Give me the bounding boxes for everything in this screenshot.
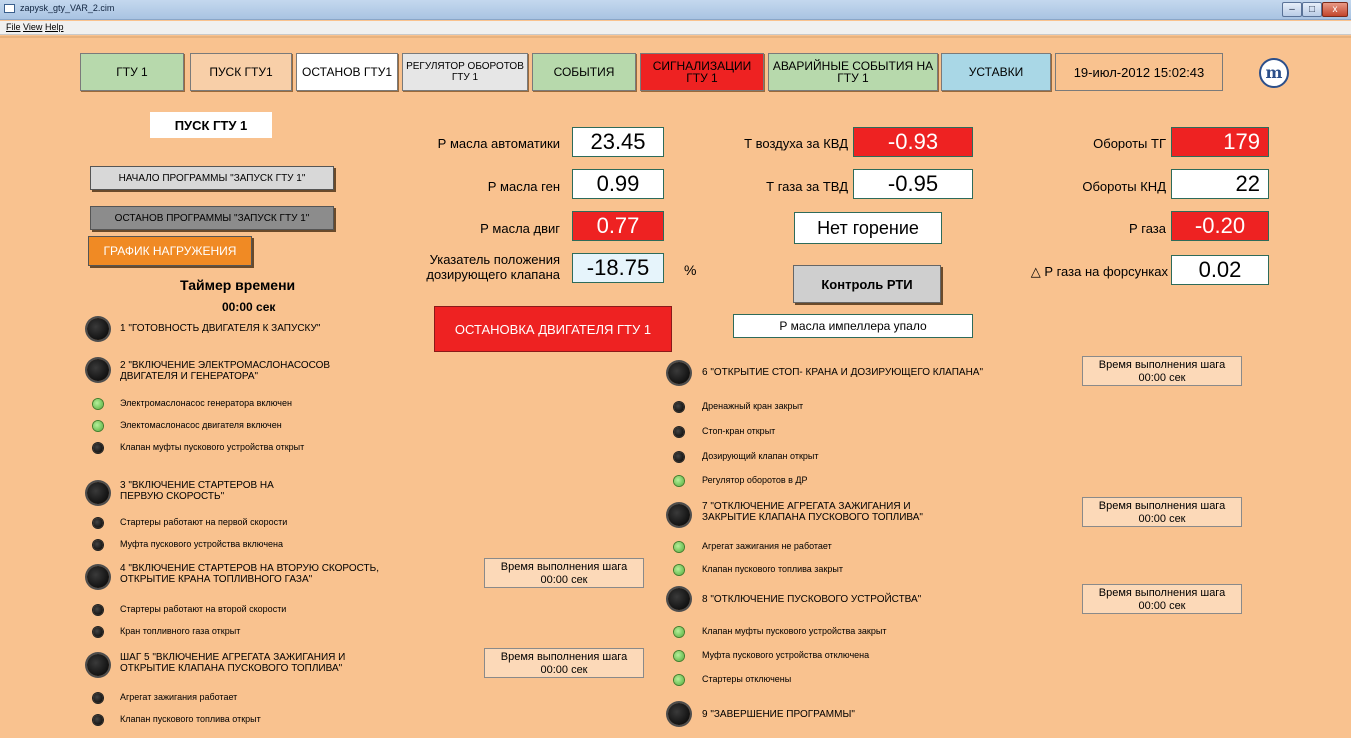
oil-engine-value: 0.77	[572, 211, 664, 241]
step-1-label: 1 "ГОТОВНОСТЬ ДВИГАТЕЛЯ К ЗАПУСКУ"	[120, 323, 321, 334]
item-drain-valve-led	[674, 402, 684, 412]
program-start-button[interactable]: НАЧАЛО ПРОГРАММЫ "ЗАПУСК ГТУ 1"	[90, 166, 334, 190]
rpm-tg-label: Обороты ТГ	[1093, 136, 1166, 151]
rpm-knd-label: Обороты КНД	[1082, 179, 1166, 194]
item-start-fuel-open-label: Клапан пускового топлива открыт	[120, 714, 261, 724]
item-ignition-on-led	[93, 693, 103, 703]
percent-unit: %	[684, 262, 697, 278]
step-time-label: Время выполнения шага	[1098, 587, 1226, 599]
load-graph-button[interactable]: ГРАФИК НАГРУЖЕНИЯ	[88, 236, 252, 266]
menu-bar	[0, 21, 1351, 35]
item-gas-valve-label: Кран топливного газа открыт	[120, 626, 241, 636]
item-gas-valve-led	[93, 627, 103, 637]
impeller-oil-message: Р масла импеллера упало	[733, 314, 973, 338]
step-8-indicator	[668, 588, 690, 610]
item-dosing-valve-label: Дозирующий клапан открыт	[702, 451, 819, 461]
step-5-label: ШАГ 5 "ВКЛЮЧЕНИЕ АГРЕГАТА ЗАЖИГАНИЯ И ОТКРЫТИЕ КЛАПАНА ПУСКОВОГО ТОПЛИВА"	[120, 652, 346, 674]
nav-events-button[interactable]: СОБЫТИЯ	[532, 53, 636, 91]
step-time-value: 00:00 сек	[1138, 513, 1186, 525]
timer-value: 00:00 сек	[222, 300, 276, 314]
step-3-indicator	[87, 482, 109, 504]
rti-control-button[interactable]: Контроль РТИ	[793, 265, 941, 303]
item-starters-second-led	[93, 605, 103, 615]
step-time-value: 00:00 сек	[540, 664, 588, 676]
nav-settings-button[interactable]: УСТАВКИ	[941, 53, 1051, 91]
step-time-value: 00:00 сек	[1138, 600, 1186, 612]
menu-file[interactable]: File	[6, 22, 21, 32]
oil-gen-value: 0.99	[572, 169, 664, 199]
valve-position-label: Указатель положения дозирующего клапана	[426, 252, 560, 282]
oil-auto-label: Р масла автоматики	[437, 136, 560, 151]
minimize-button[interactable]: –	[1282, 2, 1302, 17]
item-clutch-off-label: Муфта пускового устройства отключена	[702, 650, 870, 660]
step-4-time-box	[484, 558, 644, 588]
rpm-tg-value: 179	[1171, 127, 1269, 157]
item-gen-pump-led	[93, 399, 103, 409]
nav-start-button[interactable]: ПУСК ГТУ1	[190, 53, 292, 91]
step-4-label: 4 "ВКЛЮЧЕНИЕ СТАРТЕРОВ НА ВТОРУЮ СКОРОСТЬ, ОТКРЫТИЕ КРАНА ТОПЛИВНОГО ГАЗА"	[120, 563, 379, 585]
nav-regulator-button[interactable]: РЕГУЛЯТОР ОБОРОТОВ ГТУ 1	[402, 53, 528, 91]
gas-pressure-label: Р газа	[1128, 221, 1166, 236]
nav-emergency-events-button[interactable]: АВАРИЙНЫЕ СОБЫТИЯ НА ГТУ 1	[768, 53, 938, 91]
client-border	[0, 36, 1351, 38]
step-9-indicator	[668, 703, 690, 725]
step-time-value: 00:00 сек	[1138, 372, 1186, 384]
item-drain-valve-label: Дренажный кран закрыт	[702, 401, 804, 411]
item-starters-off-label: Стартеры отключены	[702, 674, 792, 684]
step-6-time-box	[1082, 356, 1242, 386]
item-clutch-valve-closed-led	[674, 627, 684, 637]
item-starters-first-led	[93, 518, 103, 528]
step-2-indicator	[87, 359, 109, 381]
item-clutch-on-led	[93, 540, 103, 550]
item-ignition-on-label: Агрегат зажигания работает	[120, 692, 238, 702]
step-4-indicator	[87, 566, 109, 588]
item-clutch-valve-closed-label: Клапан муфты пускового устройства закрыт	[702, 626, 887, 636]
gas-temp-label: Т газа за ТВД	[766, 179, 848, 194]
item-eng-pump-label: Электомаслонасос двигателя включен	[120, 420, 282, 430]
timer-label: Таймер времени	[180, 277, 296, 293]
item-stop-valve-label: Стоп-кран открыт	[702, 426, 776, 436]
step-8-time-box	[1082, 584, 1242, 614]
app-icon	[4, 4, 15, 13]
step-6-indicator	[668, 362, 690, 384]
item-clutch-off-led	[674, 651, 684, 661]
nav-alarm-button[interactable]: СИГНАЛИЗАЦИИ ГТУ 1	[640, 53, 764, 91]
step-time-label: Время выполнения шага	[1098, 500, 1226, 512]
step-9-label: 9 "ЗАВЕРШЕНИЕ ПРОГРАММЫ"	[702, 709, 855, 720]
step-time-label: Время выполнения шага	[500, 651, 628, 663]
item-ignition-off-led	[674, 542, 684, 552]
item-start-fuel-open-led	[93, 715, 103, 725]
step-5-time-box	[484, 648, 644, 678]
page-title: ПУСК ГТУ 1	[150, 112, 272, 138]
menu-help[interactable]: Help	[45, 22, 64, 32]
item-regulator-label: Регулятор оборотов в ДР	[702, 475, 808, 485]
step-8-label: 8 "ОТКЛЮЧЕНИЕ ПУСКОВОГО УСТРОЙСТВА"	[702, 594, 922, 605]
datetime-display: 19-июл-2012 15:02:43	[1055, 53, 1223, 91]
step-1-indicator	[87, 318, 109, 340]
emergency-stop-button[interactable]: ОСТАНОВКА ДВИГАТЕЛЯ ГТУ 1	[434, 306, 672, 352]
item-start-fuel-closed-label: Клапан пускового топлива закрыт	[702, 564, 843, 574]
step-6-label: 6 "ОТКРЫТИЕ СТОП- КРАНА И ДОЗИРУЮЩЕГО КЛАПАНА"	[702, 367, 984, 378]
step-time-label: Время выполнения шага	[500, 561, 628, 573]
item-regulator-led	[674, 476, 684, 486]
close-button[interactable]: x	[1322, 2, 1348, 17]
nav-stop-button[interactable]: ОСТАНОВ ГТУ1	[296, 53, 398, 91]
item-ignition-off-label: Агрегат зажигания не работает	[702, 541, 832, 551]
window-titlebar	[0, 0, 1351, 20]
combustion-status: Нет горение	[794, 212, 942, 244]
air-temp-label: Т воздуха за КВД	[744, 136, 848, 151]
item-clutch-on-label: Муфта пускового устройства включена	[120, 539, 283, 549]
item-starters-first-label: Стартеры работают на первой скорости	[120, 517, 288, 527]
oil-gen-label: Р масла ген	[487, 179, 560, 194]
step-3-label: 3 "ВКЛЮЧЕНИЕ СТАРТЕРОВ НА ПЕРВУЮ СКОРОСТЬ"	[120, 480, 274, 502]
air-temp-value: -0.93	[853, 127, 973, 157]
step-5-indicator	[87, 654, 109, 676]
logo-icon: m	[1259, 58, 1289, 88]
valve-position-value: -18.75	[572, 253, 664, 283]
item-clutch-valve-label: Клапан муфты пускового устройства открыт	[120, 442, 305, 452]
item-eng-pump-led	[93, 421, 103, 431]
item-start-fuel-closed-led	[674, 565, 684, 575]
step-7-time-box	[1082, 497, 1242, 527]
window-title: zapysk_gty_VAR_2.cim	[20, 3, 115, 13]
nozzle-gas-pressure-label: △ Р газа на форсунках	[1030, 264, 1168, 279]
nozzle-gas-pressure-value: 0.02	[1171, 255, 1269, 285]
item-gen-pump-label: Электромаслонасос генератора включен	[120, 398, 292, 408]
oil-auto-value: 23.45	[572, 127, 664, 157]
step-time-value: 00:00 сек	[540, 574, 588, 586]
menu-view[interactable]: View	[23, 22, 43, 32]
gas-pressure-value: -0.20	[1171, 211, 1269, 241]
step-2-label: 2 "ВКЛЮЧЕНИЕ ЭЛЕКТРОМАСЛОНАСОСОВ ДВИГАТЕЛЯ И ГЕНЕРАТОРА"	[120, 360, 331, 382]
step-time-label: Время выполнения шага	[1098, 359, 1226, 371]
item-stop-valve-led	[674, 427, 684, 437]
maximize-button[interactable]: □	[1302, 2, 1322, 17]
nav-gtu1-button[interactable]: ГТУ 1	[80, 53, 184, 91]
item-clutch-valve-led	[93, 443, 103, 453]
rpm-knd-value: 22	[1171, 169, 1269, 199]
gas-temp-value: -0.95	[853, 169, 973, 199]
item-starters-off-led	[674, 675, 684, 685]
oil-engine-label: Р масла двиг	[480, 221, 560, 236]
program-stop-button[interactable]: ОСТАНОВ ПРОГРАММЫ "ЗАПУСК ГТУ 1"	[90, 206, 334, 230]
step-7-indicator	[668, 504, 690, 526]
item-dosing-valve-led	[674, 452, 684, 462]
step-7-label: 7 "ОТКЛЮЧЕНИЕ АГРЕГАТА ЗАЖИГАНИЯ И ЗАКРЫТИЕ КЛАПАНА ПУСКОВОГО ТОПЛИВА"	[702, 501, 923, 523]
item-starters-second-label: Стартеры работают на второй скорости	[120, 604, 287, 614]
